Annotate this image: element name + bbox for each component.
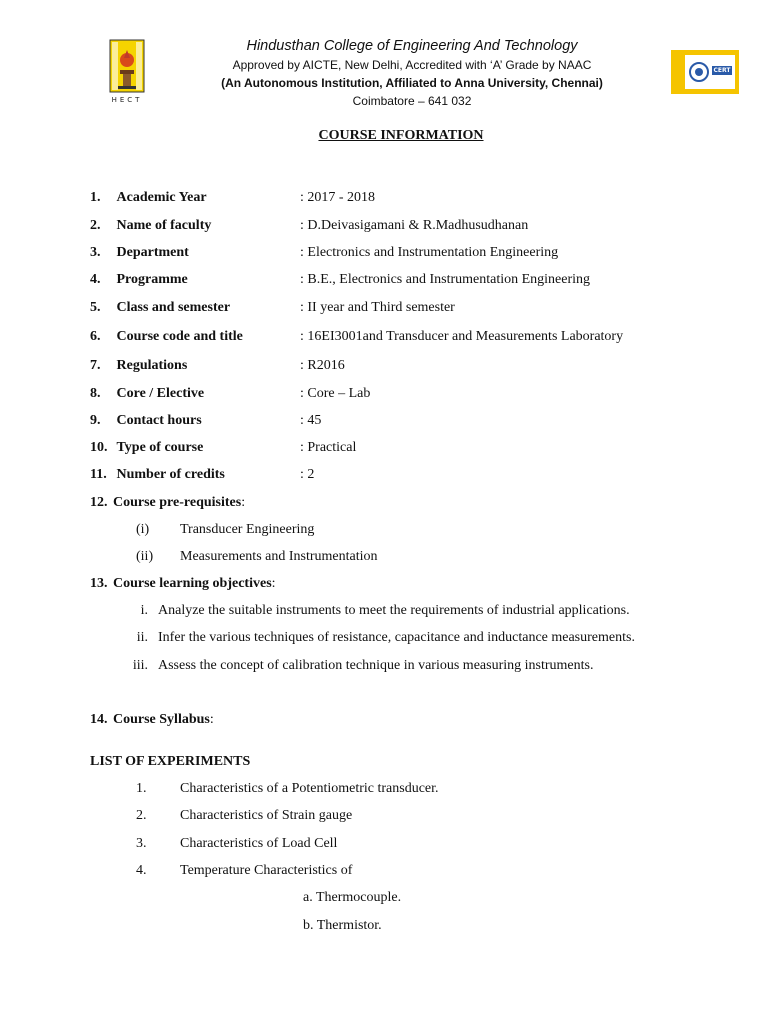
- row-value: : 2017 - 2018: [300, 190, 376, 205]
- experiments-heading: [90, 754, 250, 770]
- row-value: : D.Deivasigamani & R.Madhusudhanan: [300, 218, 529, 233]
- experiment-item: Temperature Characteristics of: [180, 863, 353, 878]
- section-colon: :: [271, 576, 276, 591]
- info-row: [90, 245, 189, 261]
- syllabus-heading: [90, 712, 214, 728]
- letterhead: [180, 36, 644, 110]
- emblem-caption: HECT: [111, 96, 143, 104]
- info-row: [90, 467, 225, 483]
- experiment-number: 3.: [136, 836, 147, 851]
- prerequisites-heading: [90, 495, 245, 511]
- row-label: Core / Elective: [116, 386, 205, 401]
- row-label: Class and semester: [116, 300, 231, 315]
- experiments-heading-label: LIST OF EXPERIMENTS: [90, 754, 251, 769]
- experiment-number: 1.: [136, 781, 147, 796]
- row-value: : Electronics and Instrumentation Engineering: [300, 245, 559, 260]
- experiment-item: Characteristics of Strain gauge: [180, 808, 353, 823]
- objective-item: Assess the concept of calibration technique in various measuring instruments.: [158, 658, 594, 673]
- row-label: Course code and title: [116, 329, 243, 344]
- prerequisite-item: Measurements and Instrumentation: [180, 549, 378, 564]
- row-label: Number of credits: [116, 467, 225, 482]
- college-emblem-icon: [104, 38, 150, 106]
- section-label: Course pre-requisites: [113, 495, 242, 510]
- row-value: : 16EI3001and Transducer and Measurements Laboratory: [300, 329, 624, 344]
- row-number: 11.: [90, 467, 107, 482]
- prerequisite-marker: (ii): [136, 549, 154, 564]
- address-line: Coimbatore – 641 032: [352, 94, 472, 108]
- section-label: Course learning objectives: [113, 576, 272, 591]
- experiment-number: 2.: [136, 808, 147, 823]
- row-number: 1.: [90, 190, 101, 205]
- row-label: Contact hours: [116, 413, 202, 428]
- row-number: 9.: [90, 413, 101, 428]
- objective-marker: i.: [140, 603, 148, 618]
- row-value: : Core – Lab: [300, 386, 371, 401]
- section-number: 12.: [90, 495, 108, 510]
- row-value: : R2016: [300, 358, 345, 373]
- info-row: [90, 190, 207, 206]
- experiment-item: Characteristics of Load Cell: [180, 836, 338, 851]
- row-number: 6.: [90, 329, 101, 344]
- section-colon: :: [241, 495, 246, 510]
- college-name: Hindusthan College of Engineering And Technology: [246, 38, 578, 54]
- row-number: 2.: [90, 218, 101, 233]
- row-number: 8.: [90, 386, 101, 401]
- cert-badge-text: CERT: [713, 67, 731, 74]
- row-value: : 2: [300, 467, 315, 482]
- row-label: Type of course: [116, 440, 204, 455]
- row-label: Name of faculty: [116, 218, 212, 233]
- autonomous-line: (An Autonomous Institution, Affiliated to Anna University, Chennai): [221, 76, 603, 90]
- info-row: [90, 218, 211, 234]
- row-number: 10.: [90, 440, 108, 455]
- objective-item: Infer the various techniques of resistance, capacitance and inductance measurements.: [158, 630, 635, 645]
- row-value: : B.E., Electronics and Instrumentation Engineering: [300, 272, 591, 287]
- objective-marker: iii.: [132, 658, 148, 673]
- row-value: : 45: [300, 413, 322, 428]
- section-number: 14.: [90, 712, 108, 727]
- section-label: Course Syllabus: [113, 712, 210, 727]
- experiment-subitem: a. Thermocouple.: [303, 890, 402, 905]
- objectives-heading: [90, 576, 276, 592]
- info-row: [90, 358, 187, 374]
- objective-item: Analyze the suitable instruments to meet the requirements of industrial applications.: [158, 603, 630, 618]
- row-label: Regulations: [116, 358, 188, 373]
- info-row: [90, 440, 203, 456]
- approval-line: Approved by AICTE, New Delhi, Accredited with ‘A’ Grade by NAAC: [232, 58, 592, 72]
- objective-marker: ii.: [136, 630, 148, 645]
- info-row: [90, 272, 188, 288]
- row-number: 7.: [90, 358, 101, 373]
- prerequisite-item: Transducer Engineering: [180, 522, 315, 537]
- row-label: Department: [116, 245, 189, 260]
- cert-badge-icon: [671, 50, 739, 94]
- info-row: [90, 413, 202, 429]
- row-value: : Practical: [300, 440, 357, 455]
- page-title: COURSE INFORMATION: [318, 128, 484, 143]
- experiment-subitem: b. Thermistor.: [303, 918, 382, 933]
- row-label: Programme: [116, 272, 188, 287]
- section-colon: :: [209, 712, 214, 727]
- row-number: 5.: [90, 300, 101, 315]
- row-number: 4.: [90, 272, 101, 287]
- info-row: [90, 329, 243, 345]
- row-number: 3.: [90, 245, 101, 260]
- experiment-item: Characteristics of a Potentiometric transducer.: [180, 781, 439, 796]
- info-row: [90, 386, 204, 402]
- row-value: : II year and Third semester: [300, 300, 455, 315]
- info-row: [90, 300, 230, 316]
- section-number: 13.: [90, 576, 108, 591]
- prerequisite-marker: (i): [136, 522, 150, 537]
- row-label: Academic Year: [116, 190, 207, 205]
- experiment-number: 4.: [136, 863, 147, 878]
